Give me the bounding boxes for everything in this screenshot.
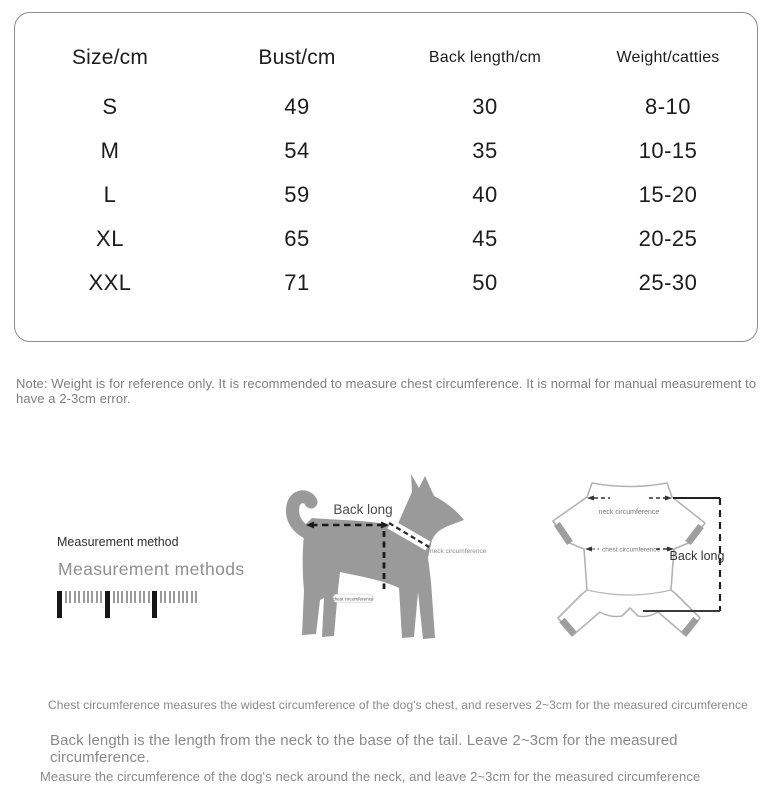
table-row	[15, 129, 757, 173]
cell-bust: 59	[284, 182, 310, 207]
ruler-icon	[57, 591, 200, 621]
dog-silhouette-diagram	[278, 440, 518, 670]
garment-neck-circumference-label: neck circumference	[598, 509, 660, 516]
cell-back-length: 35	[472, 138, 498, 163]
cell-weight: 10-15	[638, 138, 698, 163]
cell-weight: 20-25	[638, 226, 698, 251]
cell-size: XXL	[88, 270, 132, 295]
garment-chest-circumference-label: chest circumference	[602, 546, 661, 554]
cell-back-length: 40	[472, 182, 498, 207]
instruction-chest: Chest circumference measures the widest circumference of the dog's chest, and reserves 2~3cm for the measured circumference	[48, 698, 748, 712]
size-chart-table	[14, 12, 758, 342]
cell-weight: 25-30	[638, 270, 698, 295]
column-header-size: Size/cm	[71, 46, 149, 69]
cell-bust: 49	[284, 94, 310, 119]
column-header-back-length: Back length/cm	[428, 49, 542, 66]
cell-size: L	[103, 182, 117, 207]
note-text: Note: Weight is for reference only. It is recommended to measure chest circumference. It is normal for manual measurement to have a 2-3cm error.	[16, 376, 757, 406]
cell-weight: 8-10	[644, 94, 692, 119]
cell-size: M	[100, 138, 120, 163]
cell-back-length: 50	[472, 270, 498, 295]
garment-outline-diagram	[530, 450, 776, 670]
instruction-neck: Measure the circumference of the dog's neck around the neck, and leave 2~3cm for the measured circumference	[40, 769, 701, 784]
instruction-back-length: Back length is the length from the neck to the base of the tail. Leave 2~3cm for the measured circumference.	[50, 732, 678, 766]
table-header-row	[15, 31, 757, 85]
cell-bust: 71	[284, 270, 310, 295]
cell-bust: 54	[284, 138, 310, 163]
cell-back-length: 30	[472, 94, 498, 119]
dog-neck-circumference-label: neck circumference	[430, 548, 487, 555]
cell-back-length: 45	[472, 226, 498, 251]
dog-chest-circumference-label: chest circumference	[332, 596, 374, 602]
measurement-method-label: Measurement method	[57, 535, 179, 549]
table-row	[15, 173, 757, 217]
table-row	[15, 261, 757, 305]
cell-size: S	[102, 94, 118, 119]
cell-size: XL	[96, 226, 124, 251]
garment-back-long-label: Back long	[669, 549, 725, 563]
table-row	[15, 85, 757, 129]
column-header-bust: Bust/cm	[258, 46, 336, 69]
measurement-methods-label: Measurement methods	[58, 559, 245, 579]
column-header-weight: Weight/catties	[616, 49, 720, 66]
cell-weight: 15-20	[638, 182, 698, 207]
table-row	[15, 217, 757, 261]
cell-bust: 65	[284, 226, 310, 251]
dog-back-long-label: Back long	[333, 502, 393, 517]
